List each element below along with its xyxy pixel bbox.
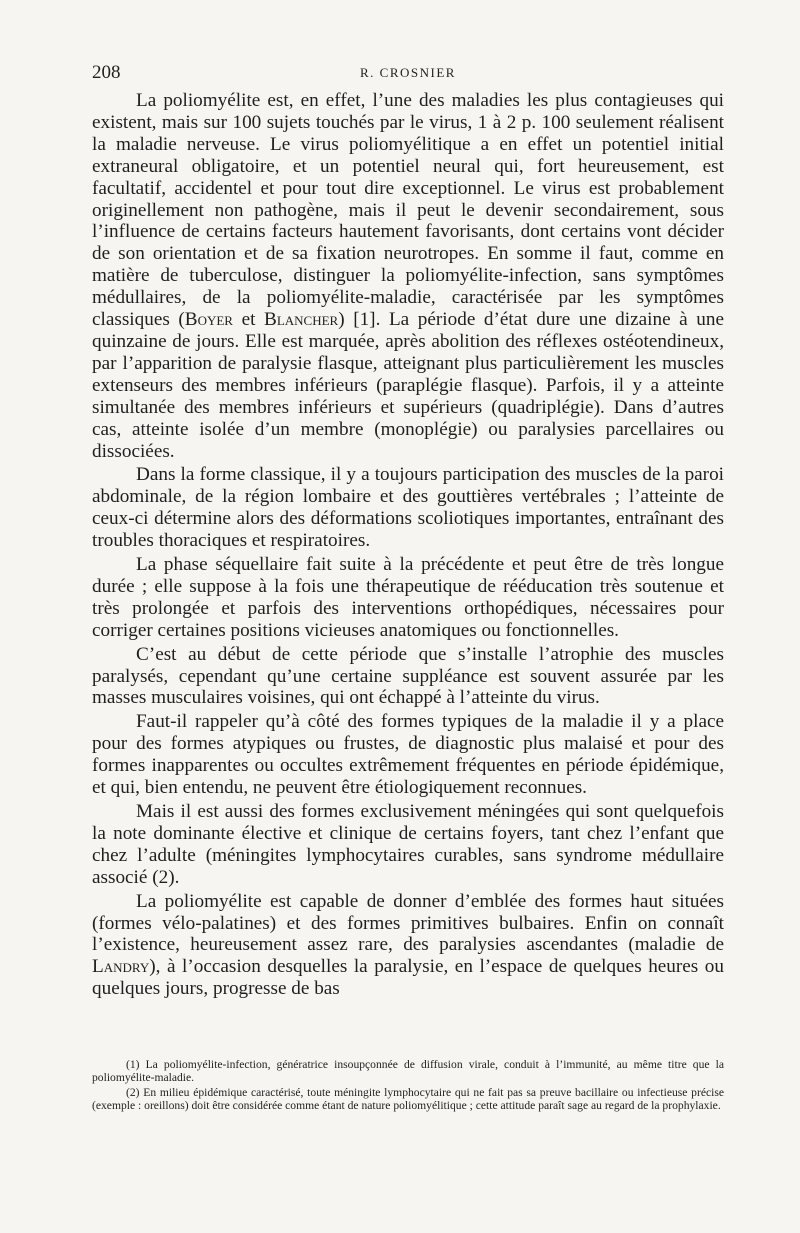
paragraph-4: C’est au début de cette période que s’installe l’atrophie des muscles paralysés, cependant qu’une certaine suppléance est souvent assurée par les masses musculaires voisines, qui ont échappé à l’atteinte du virus. — [92, 643, 724, 709]
paragraph-3: La phase séquellaire fait suite à la précédente et peut être de très longue durée ; elle suppose à la fois une thérapeutique de rééducation très soutenue et très prolongée et parfois des interventions orthopédiques, nécessaires pour corriger certaines positions vicieuses anatomiques ou fonctionnelles. — [92, 554, 724, 641]
paragraph-6: Mais il est aussi des formes exclusivement méningées qui sont quelquefois la note dominante élective et clinique de certains foyers, tant chez l’enfant que chez l’adulte (méningites lymphocytaires curables, sans syndrome médullaire associé (2). — [92, 801, 724, 888]
paragraph-7: La poliomyélite est capable de donner d’emblée des formes haut situées (formes vélo-palatines) et des formes primitives bulbaires. Enfin on connaît l’existence, heureusement assez rare, des paralysies ascendantes (maladie de Landry), à l’occasion desquelles la paralysie, en l’espace de quelques heures ou quelques jours, progresse de bas — [92, 890, 724, 1000]
footnote-2: (2) En milieu épidémique caractérisé, toute méningite lymphocytaire qui ne fait pas sa preuve bacillaire ou infectieuse précise (exemple : oreillons) doit être considérée comme étant de nature poliomyélitique ; cette attitude paraît sage au regard de la prophylaxie. — [92, 1086, 724, 1113]
paragraph-2: Dans la forme classique, il y a toujours participation des muscles de la paroi abdominale, de la région lombaire et des gouttières vertébrales ; l’atteinte de ceux-ci détermine alors des déformations scoliotiques importantes, entraînant des troubles thoraciques et respiratoires. — [92, 464, 724, 552]
paragraph-5: Faut-il rappeler qu’à côté des formes typiques de la maladie il y a place pour des formes atypiques ou frustes, de diagnostic plus malaisé et pour des formes inapparentes ou occultes extrêmement fréquentes en période épidémique, et qui, bien entendu, ne peuvent être étiologiquement reconnues. — [92, 711, 724, 799]
footnote-1: (1) La poliomyélite-infection, génératrice insoupçonnée de diffusion virale, conduit à l’immunité, au même titre que la poliomyélite-maladie. — [92, 1058, 724, 1085]
page-number: 208 — [92, 62, 121, 83]
author-landry: Landry — [92, 956, 150, 978]
footnotes — [92, 1058, 724, 1112]
book-page — [92, 62, 724, 1112]
page-header — [92, 62, 724, 90]
author-boyer: Boyer — [184, 309, 233, 331]
running-head: R. CROSNIER — [360, 65, 456, 80]
body-text — [92, 90, 724, 1000]
paragraph-1: La poliomyélite est, en effet, l’une des maladies les plus contagieuses qui existent, mais sur 100 sujets touchés par le virus, 1 à 2 p. 100 seulement réalisent la maladie nerveuse. Le virus poliomyélitique a en effet un potentiel initial extraneural obligatoire, et un potentiel neural qui, fort heureusement, est facultatif, accidentel et pour tout dire exceptionnel. Le virus est probablement originellement non pathogène, mais il peut le devenir secondairement, sous l’influence de certains facteurs hautement favorisants, dont certains vont décider de son orientation et de sa fixation neurotropes. En somme il faut, comme en matière de tuberculose, distinguer la poliomyélite-infection, sans symptômes médullaires, de la poliomyélite-maladie, caractérisée par les symptômes classiques (Boyer et Blancher) [1]. La période d’état dure une dizaine à une quinzaine de jours. Elle est marquée, après abolition des réflexes ostéotendineux, par l’apparition de paralysie flasque, atteignant plus particulièrement les muscles extenseurs des membres inférieurs (paraplégie flasque). Parfois, il y a atteinte simultanée des membres inférieurs et supérieurs (quadriplégie). Dans d’autres cas, atteinte isolée d’un membre (monoplégie) ou paralysies parcellaires ou dissociées. — [92, 90, 724, 462]
author-blancher: Blancher — [264, 309, 339, 331]
